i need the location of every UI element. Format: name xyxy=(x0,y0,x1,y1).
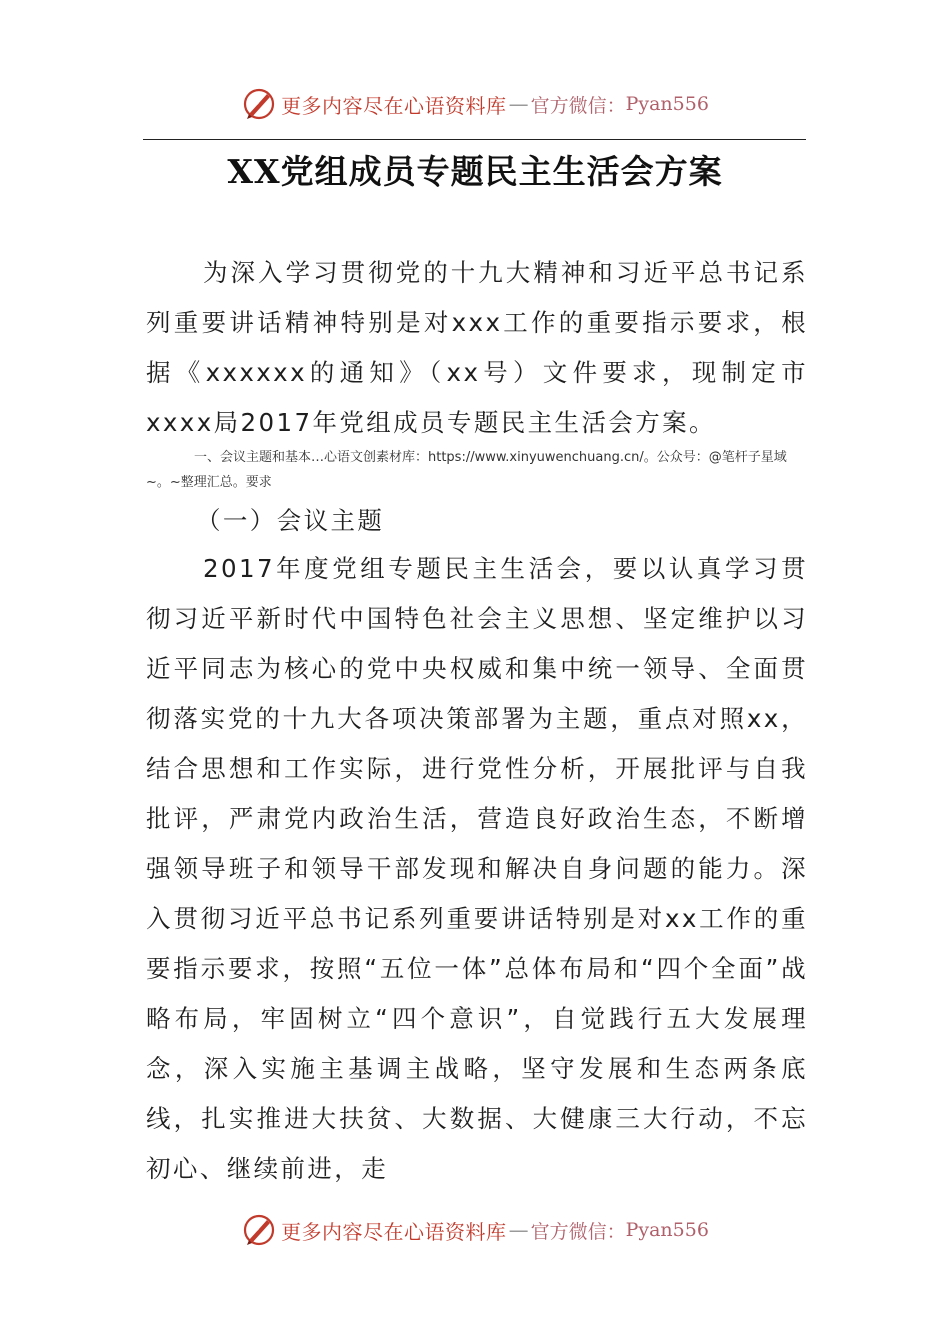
pen-logo-icon xyxy=(241,86,277,122)
banner-brand: 更多内容尽在心语资料库 xyxy=(281,1219,507,1244)
header-banner xyxy=(0,82,950,126)
pen-logo-icon xyxy=(241,1212,277,1248)
document-title: XX党组成员专题民主生活会方案 xyxy=(227,152,723,191)
section-heading: （一）会议主题 xyxy=(196,506,385,535)
banner-contact-label: 官方微信： xyxy=(530,94,626,117)
banner-contact-label: 官方微信： xyxy=(530,1220,626,1243)
banner-contact-id: Pyan556 xyxy=(625,1219,709,1241)
banner-contact-id: Pyan556 xyxy=(625,93,709,115)
footer-banner xyxy=(0,1208,950,1252)
section-note-line: 一、会议主题和基本…心语文创素材库：https://www.xinyuwenchuang.cn/。公众号：@笔杆子星域~。~整理汇总。要求 xyxy=(146,450,787,490)
header-divider xyxy=(143,139,806,140)
section-paragraph: 2017年度党组专题民主生活会，要以认真学习贯彻习近平新时代中国特色社会主义思想、坚定维护以习近平同志为核心的党中央权威和集中统一领导、全面贯彻落实党的十九大各项决策部署为主题，重点对照xx，结合思想和工作实际，进行党性分析，开展批评与自我批评，严肃党内政治生活，营造良好政治生态，不断增强领导班子和领导干部发现和解决自身问题的能力。深入贯彻习近平总书记系列重要讲话特别是对xx工作的重要指示要求，按照“五位一体”总体布局和“四个全面”战略布局，牢固树立“四个意识”，自觉践行五大发展理念，深入实施主基调主战略，坚守发展和生态两条底线，扎实推进大扶贫、大数据、大健康三大行动，不忘初心、继续前进，走 xyxy=(146,554,808,1183)
banner-separator: — xyxy=(508,92,529,116)
intro-paragraph: 为深入学习贯彻党的十九大精神和习近平总书记系列重要讲话精神特别是对xxx工作的重要指示要求，根据《xxxxxx的通知》（xx号）文件要求，现制定市xxxx局2017年党组成员专题民主生活会方案。 xyxy=(146,258,808,437)
banner-separator: — xyxy=(508,1218,529,1242)
banner-brand: 更多内容尽在心语资料库 xyxy=(281,93,507,118)
